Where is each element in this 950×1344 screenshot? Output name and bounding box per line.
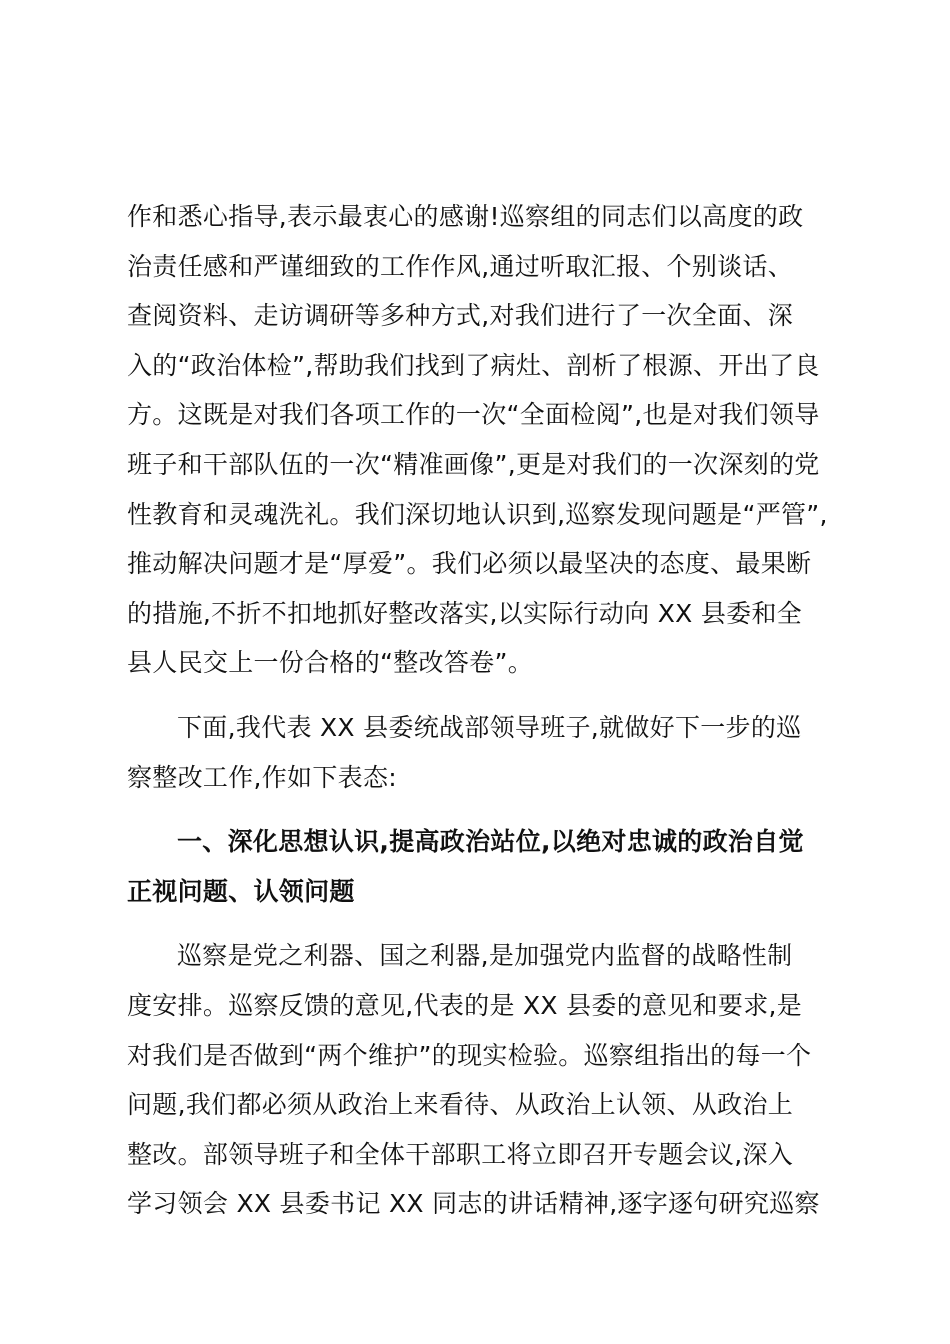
text-line: 推动解决问题才是“厚爱”。我们必须以最坚决的态度、最果断 — [127, 549, 812, 579]
text-line: 对我们是否做到“两个维护”的现实检验。巡察组指出的每一个 — [127, 1040, 812, 1070]
paragraph-inspection-significance — [127, 931, 827, 1229]
text-line: 度安排。巡察反馈的意见,代表的是 XX 县委的意见和要求,是 — [127, 990, 803, 1020]
text-line: 下面,我代表 XX 县委统战部领导班子,就做好下一步的巡 — [177, 712, 802, 742]
heading-line: 正视问题、认领问题 — [127, 876, 355, 906]
text-line: 方。这既是对我们各项工作的一次“全面检阅”,也是对我们领导 — [127, 400, 820, 430]
text-line: 巡察是党之利器、国之利器,是加强党内监督的战略性制 — [177, 941, 793, 971]
paragraph-acknowledgement — [127, 192, 827, 688]
heading-line: 一、深化思想认识,提高政治站位,以绝对忠诚的政治自觉 — [177, 827, 804, 857]
text-line: 县人民交上一份合格的“整改答卷”。 — [127, 648, 534, 678]
document-body — [127, 192, 827, 1229]
paragraph-statement-intro — [127, 703, 827, 802]
text-line: 作和悉心指导,表示最衷心的感谢!巡察组的同志们以高度的政 — [127, 202, 804, 231]
text-line: 察整改工作,作如下表态: — [127, 762, 397, 792]
text-line: 查阅资料、走访调研等多种方式,对我们进行了一次全面、深 — [127, 301, 794, 331]
text-line: 学习领会 XX 县委书记 XX 同志的讲话精神,逐字逐句研究巡察 — [127, 1189, 820, 1219]
text-line: 问题,我们都必须从政治上来看待、从政治上认领、从政治上 — [127, 1090, 794, 1120]
text-line: 整改。部领导班子和全体干部职工将立即召开专题会议,深入 — [127, 1139, 794, 1169]
text-line: 的措施,不折不扣地抓好整改落实,以实际行动向 XX 县委和全 — [127, 598, 803, 628]
text-line: 性教育和灵魂洗礼。我们深切地认识到,巡察发现问题是“严管”, — [127, 499, 828, 529]
text-line: 入的“政治体检”,帮助我们找到了病灶、剖析了根源、开出了良 — [127, 350, 820, 380]
text-line: 治责任感和严谨细致的工作作风,通过听取汇报、个别谈话、 — [127, 251, 794, 281]
section-heading-1 — [127, 817, 827, 916]
text-line: 班子和干部队伍的一次“精准画像”,更是对我们的一次深刻的党 — [127, 449, 820, 479]
